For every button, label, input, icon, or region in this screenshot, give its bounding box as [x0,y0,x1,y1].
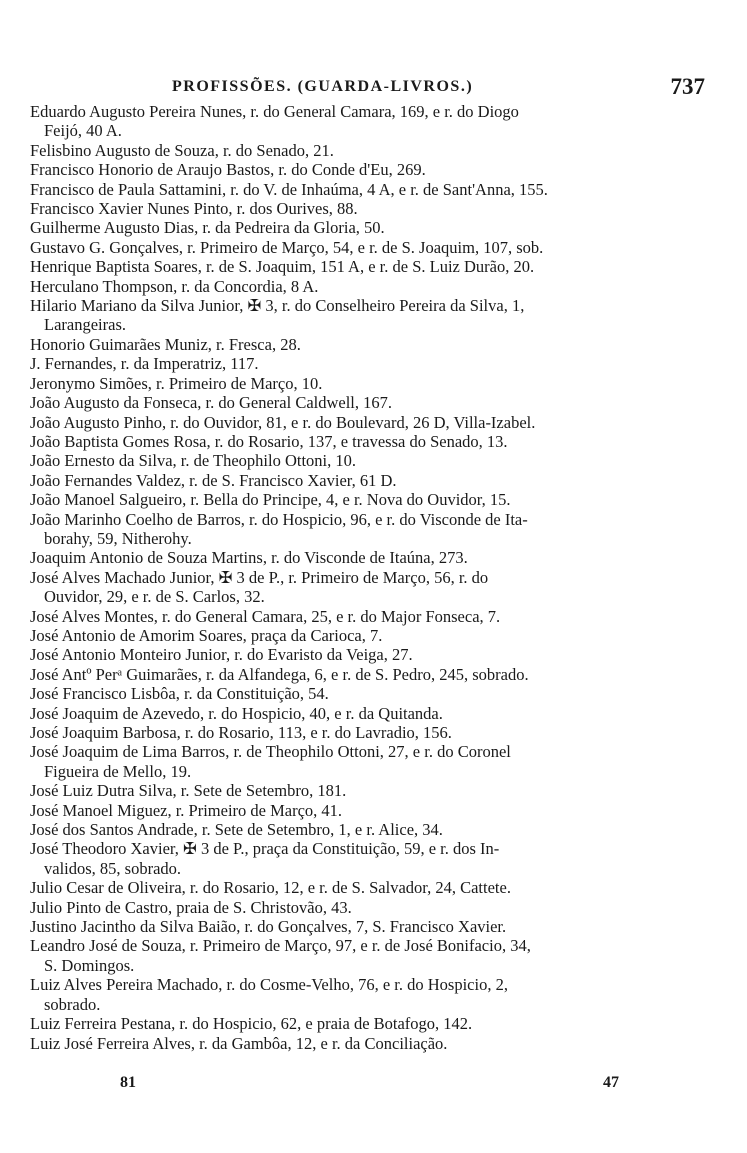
entry-line: José Joaquim Barbosa, r. do Rosario, 113, e r. do Lavradio, 156. [30,723,452,742]
entry-line: Francisco Honorio de Araujo Bastos, r. do Conde d'Eu, 269. [30,160,426,180]
entry-line: José dos Santos Andrade, r. Sete de Setembro, 1, e r. Alice, 34. [30,820,443,840]
directory-entry [30,607,680,626]
directory-entry [30,781,680,800]
entry-line: Henrique Baptista Soares, r. de S. Joaquim, 151 A, e r. de S. Luiz Durão, 20. [30,257,535,277]
entry-list [30,102,680,1053]
directory-entry [30,723,680,742]
entry-line: José Joaquim de Lima Barros, r. de Theophilo Ottoni, 27, e r. do Coronel [30,742,511,762]
entry-line: Francisco de Paula Sattamini, r. do V. de Inhaúma, 4 A, e r. de Sant'Anna, 155. [30,179,548,199]
entry-line: Honorio Guimarães Muniz, r. Fresca, 28. [30,334,301,354]
entry-continuation-line: sobrado. [44,994,101,1014]
page-number: 737 [670,74,705,99]
entry-line: José Antº Perᵃ Guimarães, r. da Alfandega, 6, e r. de S. Pedro, 245, sobrado. [30,664,529,684]
entry-line: José Alves Machado Junior, ✠ 3 de P., r. Primeiro de Março, 56, r. do [30,567,489,587]
entry-line: João Fernandes Valdez, r. de S. Francisco Xavier, 61 D. [30,470,397,490]
entry-line: Luiz Ferreira Pestana, r. do Hospicio, 62, e praia de Botafogo, 142. [30,1014,473,1034]
directory-entry [30,820,680,839]
entry-line: Luiz José Ferreira Alves, r. da Gambôa, 12, e r. da Conciliação. [30,1033,448,1053]
directory-entry [30,374,680,393]
directory-entry [30,471,680,490]
entry-continuation-line: Larangeiras. [44,315,126,335]
directory-entry [30,510,680,549]
directory-entry [30,218,680,237]
directory-entry [30,684,680,703]
entry-line: Eduardo Augusto Pereira Nunes, r. do General Camara, 169, e r. do Diogo [30,102,519,121]
directory-entry [30,878,680,897]
entry-line: João Ernesto da Silva, r. de Theophilo Ottoni, 10. [30,451,356,471]
directory-entry [30,936,680,975]
entry-line: João Marinho Coelho de Barros, r. do Hospicio, 96, e r. do Visconde de Ita- [30,509,528,529]
directory-entry [30,742,680,781]
directory-entry [30,451,680,470]
directory-entry [30,704,680,723]
directory-entry [30,626,680,645]
entry-line: Luiz Alves Pereira Machado, r. do Cosme-Velho, 76, e r. do Hospicio, 2, [30,975,508,995]
directory-entry [30,1034,680,1053]
directory-entry [30,917,680,936]
entry-continuation-line: validos, 85, sobrado. [44,858,182,878]
directory-entry [30,160,680,179]
entry-line: João Manoel Salgueiro, r. Bella do Principe, 4, e r. Nova do Ouvidor, 15. [30,490,511,510]
directory-entry [30,296,680,335]
entry-line: Julio Pinto de Castro, praia de S. Christovão, 43. [30,897,352,917]
directory-entry [30,141,680,160]
entry-line: Leandro José de Souza, r. Primeiro de Março, 97, e r. de José Bonifacio, 34, [30,936,531,956]
directory-entry [30,257,680,276]
directory-entry [30,277,680,296]
running-head [0,74,747,104]
entry-line: Hilario Mariano da Silva Junior, ✠ 3, r. do Conselheiro Pereira da Silva, 1, [30,296,525,316]
directory-entry [30,413,680,432]
directory-entry [30,548,680,567]
entry-continuation-line: Figueira de Mello, 19. [44,761,192,781]
entry-line: Francisco Xavier Nunes Pinto, r. dos Ourives, 88. [30,199,358,219]
directory-entry [30,801,680,820]
directory-entry [30,839,680,878]
entry-line: José Francisco Lisbôa, r. da Constituição, 54. [30,684,329,704]
signature-mark-left: 81 [120,1074,136,1091]
entry-line: Gustavo G. Gonçalves, r. Primeiro de Março, 54, e r. de S. Joaquim, 107, sob. [30,237,544,257]
directory-entry [30,354,680,373]
entry-line: João Augusto da Fonseca, r. do General Caldwell, 167. [30,393,393,413]
entry-line: Felisbino Augusto de Souza, r. do Senado, 21. [30,140,334,160]
directory-entry [30,335,680,354]
directory-entry [30,1014,680,1033]
entry-line: José Luiz Dutra Silva, r. Sete de Setembro, 181. [30,781,347,801]
entry-continuation-line: S. Domingos. [44,955,135,975]
signature-mark-right: 47 [603,1074,619,1091]
directory-entry [30,238,680,257]
directory-entry [30,665,680,684]
entry-line: José Alves Montes, r. do General Camara, 25, e r. do Major Fonseca, 7. [30,606,501,626]
directory-entry [30,645,680,664]
entry-line: João Baptista Gomes Rosa, r. do Rosario, 137, e travessa do Senado, 13. [30,431,508,451]
entry-line: J. Fernandes, r. da Imperatriz, 117. [30,354,259,374]
entry-line: Jeronymo Simões, r. Primeiro de Março, 10. [30,373,323,393]
entry-line: Herculano Thompson, r. da Concordia, 8 A. [30,276,319,296]
directory-entry [30,180,680,199]
entry-line: José Theodoro Xavier, ✠ 3 de P., praça da Constituição, 59, e r. dos In- [30,839,500,859]
directory-entry [30,898,680,917]
directory-entry [30,199,680,218]
directory-entry [30,393,680,412]
page-footer [0,1074,747,1098]
entry-line: Justino Jacintho da Silva Baião, r. do Gonçalves, 7, S. Francisco Xavier. [30,917,507,937]
entry-line: José Joaquim de Azevedo, r. do Hospicio, 40, e r. da Quitanda. [30,703,443,723]
directory-entry [30,102,680,141]
entry-line: José Antonio de Amorim Soares, praça da Carioca, 7. [30,625,383,645]
entry-line: Julio Cesar de Oliveira, r. do Rosario, 12, e r. de S. Salvador, 24, Cattete. [30,878,511,898]
directory-entry [30,975,680,1014]
entry-line: José Manoel Miguez, r. Primeiro de Março, 41. [30,800,343,820]
entry-continuation-line: Ouvidor, 29, e r. de S. Carlos, 32. [44,587,265,607]
directory-entry [30,490,680,509]
entry-line: Joaquim Antonio de Souza Martins, r. do Visconde de Itaúna, 273. [30,548,468,568]
entry-continuation-line: borahy, 59, Nitherohy. [44,528,192,548]
entry-continuation-line: Feijó, 40 A. [44,121,122,141]
entry-line: José Antonio Monteiro Junior, r. do Evaristo da Veiga, 27. [30,645,413,665]
entry-line: João Augusto Pinho, r. do Ouvidor, 81, e r. do Boulevard, 26 D, Villa-Izabel. [30,412,536,432]
directory-entry [30,432,680,451]
running-title: PROFISSÕES. (GUARDA-LIVROS.) [172,78,474,95]
entry-line: Guilherme Augusto Dias, r. da Pedreira da Gloria, 50. [30,218,385,238]
directory-entry [30,568,680,607]
